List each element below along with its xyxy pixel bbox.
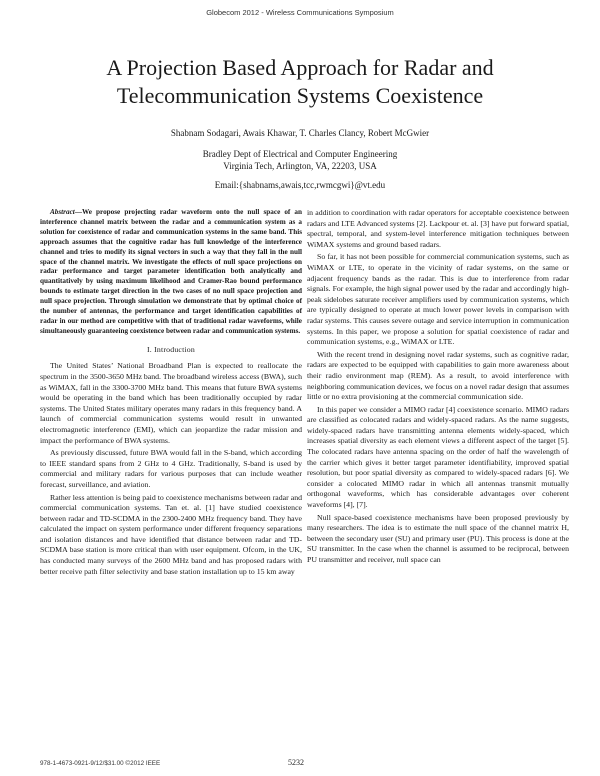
title-line-1: A Projection Based Approach for Radar and [106, 55, 494, 80]
author-list: Shabnam Sodagari, Awais Khawar, T. Charles Clancy, Robert McGwier [170, 128, 430, 138]
body-paragraph: Null space-based coexistence mechanisms have been proposed previously by many researchers. The idea is to estimate the null space of the channel matrix H, between the secondary user (SU) and primary user (PU). This process is done at the SU transmitter. In the case when the channel is assumed to be reciprocal, between PU transmitter and receiver, null space can [307, 512, 569, 564]
body-paragraph: In this paper we consider a MIMO radar [4] coexistence scenario. MIMO radars are classified as colocated radars and widely-spaced radars. As the name suggests, widely-spaced radars have transmitting antenna elements widely-spaced, which increases spatial diversity as each element views a different aspect of the target [5]. The colocated radars have antenna spacing on the order of half the wavelength of the carrier which gives it better target parameter identifiability, improved spatial resolution, but poor spatial diversity as compared to widely-spaced radars [6]. We consider a colocated MIMO radar in which all antennas transmit mutually orthogonal waveforms, which has considerable advantages over coherent waveforms [4], [7]. [307, 404, 569, 510]
body-paragraph: in addition to coordination with radar operators for acceptable coexistence between radars and LTE Advanced systems [2]. Lackpour et. al. [3] have put forward spatial, spectral, temporal, and system-level interference mitigation techniques between WiMAX systems and ground based radars. [307, 208, 569, 249]
section-heading-introduction: I. Introduction [146, 344, 196, 354]
left-column [40, 208, 302, 579]
abstract-label: Abstract [50, 208, 75, 216]
right-column [307, 208, 569, 568]
copyright-notice: 978-1-4673-0921-9/12/$31.00 ©2012 IEEE [40, 760, 161, 767]
page-number: 5232 [288, 758, 304, 767]
affiliation-line-2: Virginia Tech, Arlington, VA, 22203, USA [223, 161, 377, 171]
author-email: Email:{shabnams,awais,tcc,rwmcgwi}@vt.edu [214, 180, 386, 190]
intro-paragraph: The United States’ National Broadband Plan is expected to reallocate the spectrum in the 3500-3650 MHz band. The broadband wireless access (BWA), such as WiMAX, fall in the 3300-3700 MHz band. This means that future BWA systems would be operating in the band which has been traditionally occupied by radar systems. The United States military operates many radars in this frequency band. A launch of commercial communication systems would result in unwanted electromagnetic interference (EMI), which can jeopardize the radar mission and impact the performance of BWA systems. [40, 361, 302, 445]
abstract [40, 208, 302, 337]
paper-title [40, 54, 560, 110]
abstract-text: —We propose projecting radar waveform onto the null space of an interference channel matrix between the radar and a communication system as a solution for coexistence of radar and communication systems in the same band. This approach assumes that the cognitive radar has full knowledge of the interference channel and tries to modify its signal vectors in such a way that they fall in the null space of the channel matrix. We investigate the effects of null space projections on radar performance and target parameter identification both analytically and quantitatively by using maximum likelihood and Cramer-Rao bound performance bounds to estimate target direction in the two cases of no null space projection and null space projection. Through simulation we demonstrate that by optimal choice of the number of antennas, the performance and target identification capabilities of radar in our method are competitive with that of traditional radar waveforms, while simultaneously guaranteeing coexistence between radar and communication systems. [40, 208, 302, 335]
title-line-2: Telecommunication Systems Coexistence [116, 83, 484, 108]
intro-paragraph: Rather less attention is being paid to coexistence mechanisms between radar and commercial communication systems. Tan et. al. [1] have studied coexistence between radar and TD-SCDMA in the 2300-2400 MHz frequency band. They have calculated the impact on system performance under different frequency separations and isolation distances and have identified that distance between radar and TD-SCDMA base station is more critical than with user equipment. Ofcom, in the UK, has conducted many surveys of the 2600 MHz band and has proposed radars with better receive path filter selectivity and base station installation up to 15 km away [40, 492, 302, 576]
intro-paragraph: As previously discussed, future BWA would fall in the S-band, which according to IEEE standard spans from 2 GHz to 4 GHz. Traditionally, S-band is used by commercial and military radars for various purposes that can include weather forecast, surveillance, and aviation. [40, 448, 302, 489]
affiliation-line-1: Bradley Dept of Electrical and Computer Engineering [202, 149, 398, 159]
body-paragraph: So far, it has not been possible for commercial communication systems, such as WiMAX or LTE, to operate in the vicinity of radar systems, on the same or adjacent frequency bands as the radar. This is due to interference from radar signals. For example, the high signal power used by the radar and accordingly high-peak sidelobes saturate receiver amplifiers used by communication systems, which are typically designed to operate at much lower power levels in comparison with radar systems. This causes severe outage and service interruption in communication systems. In this paper, we propose a solution for spatial coexistence of radar and communication systems, e.g., WiMAX or LTE. [307, 252, 569, 347]
conference-header: Globecom 2012 - Wireless Communications Symposium [206, 8, 394, 17]
affiliation [40, 148, 560, 172]
body-paragraph: With the recent trend in designing novel radar systems, such as cognitive radar, radars are expected to be equipped with capabilities to gain more awareness about their radio environment map (REM). As a result, to avoid interference with neighboring communication devices, we focus on a novel radar design that assumes little or no extra provisioning at the commercial communication side. [307, 349, 569, 402]
